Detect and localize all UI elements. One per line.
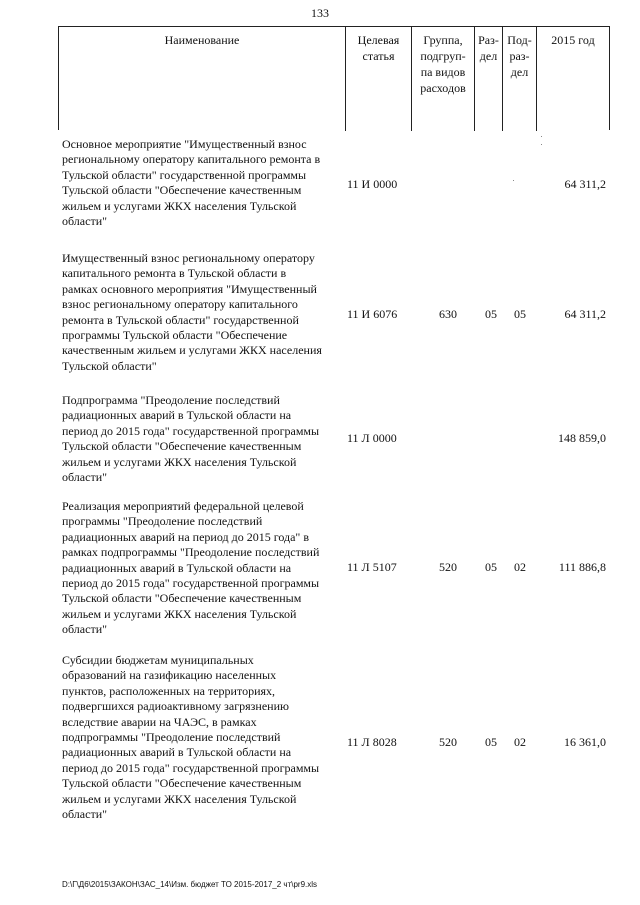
row-amount: 64 311,2 (564, 177, 606, 191)
row-subsection: 02 (514, 735, 526, 749)
row-amount: 111 886,8 (558, 560, 606, 574)
row-section: 05 (485, 560, 497, 574)
row-amount: 148 859,0 (558, 431, 606, 445)
row-name: Подпрограмма "Преодоление последствий радиационных аварий в Тульской области на период до 2015 года" государственной программы Тульской области "Обеспечение качественным жильем и услугами ЖКХ населения Тульской области" (62, 393, 320, 485)
header-subsection: Под- раз- дел (503, 27, 537, 131)
row-group: 520 (439, 735, 457, 749)
scan-speck (541, 136, 542, 137)
header-name: Наименование (59, 27, 346, 131)
table-header (58, 26, 610, 130)
row-code: 11 Л 8028 (347, 735, 397, 749)
row-name: Имущественный взнос региональному оператору капитального ремонта в Тульской области в рамках основного мероприятия "Имущественный взнос региональному оператору капитального ремонта в Тульской области" государственной программы Тульской области "Обеспечение качественным жильем и услугами ЖКХ населения Тульской области" (62, 251, 322, 373)
scan-speck (541, 144, 542, 145)
row-amount: 64 311,2 (564, 307, 606, 321)
scan-speck (513, 180, 514, 181)
row-subsection: 05 (514, 307, 526, 321)
header-section: Раз- дел (475, 27, 503, 131)
row-group: 520 (439, 560, 457, 574)
row-group: 630 (439, 307, 457, 321)
row-code: 11 Л 0000 (347, 431, 397, 445)
row-name: Основное мероприятие "Имущественный взнос региональному оператору капитального ремонта в Тульской области" государственной программы Тульской области "Обеспечение качественным жильем и услугами ЖКХ населения Тульской области" (62, 137, 321, 229)
row-code: 11 И 0000 (347, 177, 398, 191)
header-year: 2015 год (551, 33, 595, 47)
row-section: 05 (485, 307, 497, 321)
header-target: Целевая статья (346, 27, 412, 131)
row-name: Субсидии бюджетам муниципальных образований на газификацию населенных пунктов, расположенных на территориях, подвергшихся радиоактивному загрязнению вследствие аварии на ЧАЭС, в рамках подпрограммы "Преодоление последствий радиационных аварий в Тульской области на период до 2015 года" государственной программы Тульской области "Обеспечение качественным жильем и услугами ЖКХ населения Тульской области" (62, 653, 320, 822)
page-number: 133 (311, 6, 329, 20)
row-name: Реализация мероприятий федеральной целевой программы "Преодоление последствий радиационных аварий на период до 2015 года" в рамках подпрограммы "Преодоление последствий радиационных аварий в Тульской области на период до 2015 года" государственной программы Тульской области "Обеспечение качественным жильем и услугами ЖКХ населения Тульской области" (62, 499, 320, 637)
file-path-footer: D:\Г\Д6\2015\ЗАКОН\ЗАС_14\Изм. бюджет ТО 2015-2017_2 чт\pr9.xls (62, 880, 318, 889)
row-subsection: 02 (514, 560, 526, 574)
row-code: 11 Л 5107 (347, 560, 397, 574)
header-group: Группа, подгруп- па видов расходов (412, 27, 475, 131)
row-amount: 16 361,0 (564, 735, 606, 749)
row-section: 05 (485, 735, 497, 749)
row-code: 11 И 6076 (347, 307, 398, 321)
